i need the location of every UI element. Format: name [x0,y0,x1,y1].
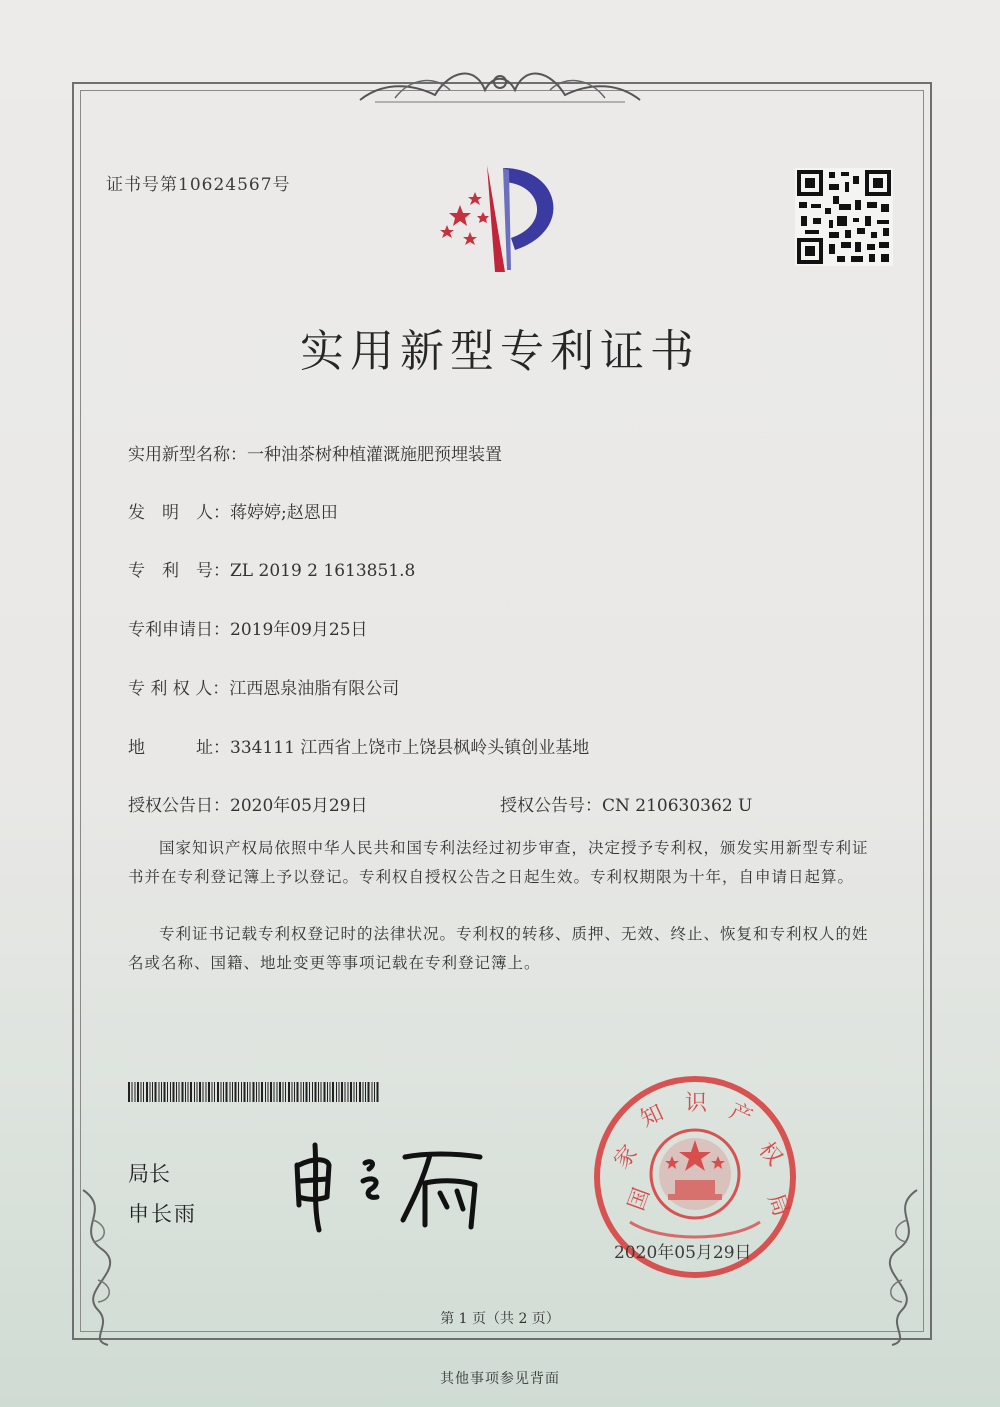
footer-note: 其他事项参见背面 [440,1371,560,1387]
field-application-date [128,615,368,640]
field-label: 实用新型名称： [128,445,247,465]
svg-text:识: 识 [685,1091,708,1116]
svg-text:家: 家 [609,1140,643,1174]
field-patent-number [128,556,415,581]
seal-date: 2020年05月29日 [614,1243,752,1263]
field-value: 蒋婷婷;赵恩田 [230,503,338,523]
legal-status-paragraph: 专利证书记载专利权登记时的法律状况。专利权的转移、质押、无效、终止、恢复和专利权人的姓名或名称、国籍、地址变更等事项记载在专利登记簿上。 [128,925,869,972]
svg-text:国: 国 [624,1184,656,1215]
svg-text:知: 知 [636,1100,668,1133]
field-label: 发 明 人： [128,503,230,523]
certificate-number: 证书号第10624567号 [106,175,291,195]
field-label: 专利申请日： [128,620,230,640]
field-label: 专 利 号： [128,561,230,581]
svg-text:局: 局 [762,1190,794,1220]
field-address [128,733,589,758]
signatory-role: 局长 [128,1162,170,1186]
field-value: 334111 江西省上饶市上饶县枫岭头镇创业基地 [230,738,590,758]
field-value: ZL 2019 2 1613851.8 [230,561,416,581]
field-value: 江西恩泉油脂有限公司 [229,679,400,699]
barcode-icon [128,1082,383,1102]
qr-code-icon [795,168,893,266]
field-value: 2019年09月25日 [230,620,368,640]
cnipa-emblem-icon [425,150,585,280]
handwritten-signature [285,1135,505,1235]
field-value: CN 210630362 U [602,796,753,816]
field-label: 授权公告日： [128,796,230,816]
decision-paragraph: 国家知识产权局依照中华人民共和国专利法经过初步审查，决定授予专利权，颁发实用新型专利证书并在专利登记簿上予以登记。专利权自授权公告之日起生效。专利权期限为十年，自申请日起算。 [128,839,869,886]
signatory-name: 申长雨 [128,1202,197,1226]
field-patentee [128,674,399,699]
field-inventor [128,498,338,523]
field-value: 一种油茶树种植灌溉施肥预埋装置 [247,445,502,465]
certificate-title: 实用新型专利证书 [300,326,700,377]
field-grant-date [128,791,368,816]
svg-text:产: 产 [725,1098,756,1131]
field-label: 授权公告号： [500,796,602,816]
field-grant-number [500,791,752,816]
field-value: 2020年05月29日 [230,796,368,816]
field-utility-model-name [128,440,502,465]
field-label: 地 址： [128,738,230,758]
page-indicator: 第 1 页（共 2 页） [440,1311,560,1327]
svg-text:权: 权 [753,1137,787,1171]
top-ornament-icon [355,60,645,110]
field-label: 专 利 权 人： [128,679,230,699]
